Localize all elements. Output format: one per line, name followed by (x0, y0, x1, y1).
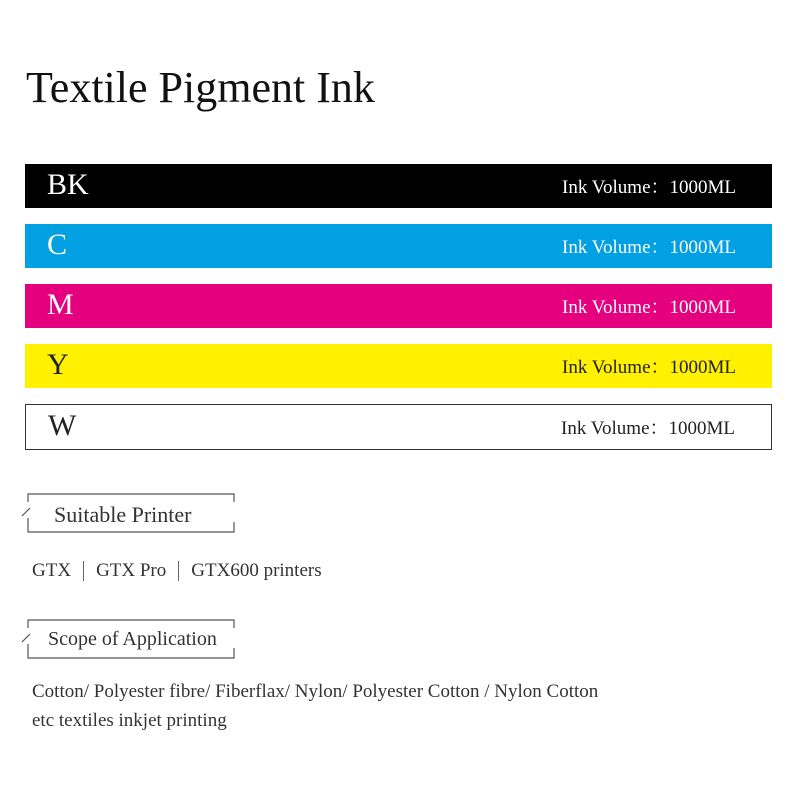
ink-code: M (47, 288, 74, 321)
suitable-printer-heading: Suitable Printer (54, 502, 192, 527)
ink-code: C (47, 228, 68, 261)
page-title: Textile Pigment Ink (26, 63, 375, 112)
ink-volume: Ink Volume：1000ML (562, 297, 736, 318)
printer-list (32, 560, 322, 582)
scope-heading-box (28, 620, 236, 658)
ink-code: W (48, 409, 77, 442)
ink-volume: Ink Volume：1000ML (562, 237, 736, 258)
ink-band-list (25, 164, 772, 466)
ink-volume: Ink Volume：1000ML (561, 418, 735, 439)
printer-item: GTX Pro (96, 560, 167, 581)
ink-band-c (25, 224, 772, 268)
divider (178, 561, 179, 581)
ink-volume: Ink Volume：1000ML (562, 177, 736, 198)
ink-band-bk (25, 164, 772, 208)
scope-heading: Scope of Application (48, 628, 217, 650)
ink-volume: Ink Volume：1000ML (562, 357, 736, 378)
application-line: etc textiles inkjet printing (32, 710, 227, 731)
ink-code: Y (47, 348, 69, 381)
ink-band-w (25, 404, 772, 450)
application-description (32, 677, 712, 735)
printer-item: GTX (32, 560, 72, 581)
divider (83, 561, 84, 581)
application-line: Cotton/ Polyester fibre/ Fiberflax/ Nylon/ Polyester Cotton / Nylon Cotton (32, 681, 599, 702)
suitable-printer-heading-box (28, 494, 236, 532)
ink-code: BK (47, 168, 89, 201)
ink-band-m (25, 284, 772, 328)
ink-band-y (25, 344, 772, 388)
printer-item: GTX600 printers (191, 560, 322, 581)
